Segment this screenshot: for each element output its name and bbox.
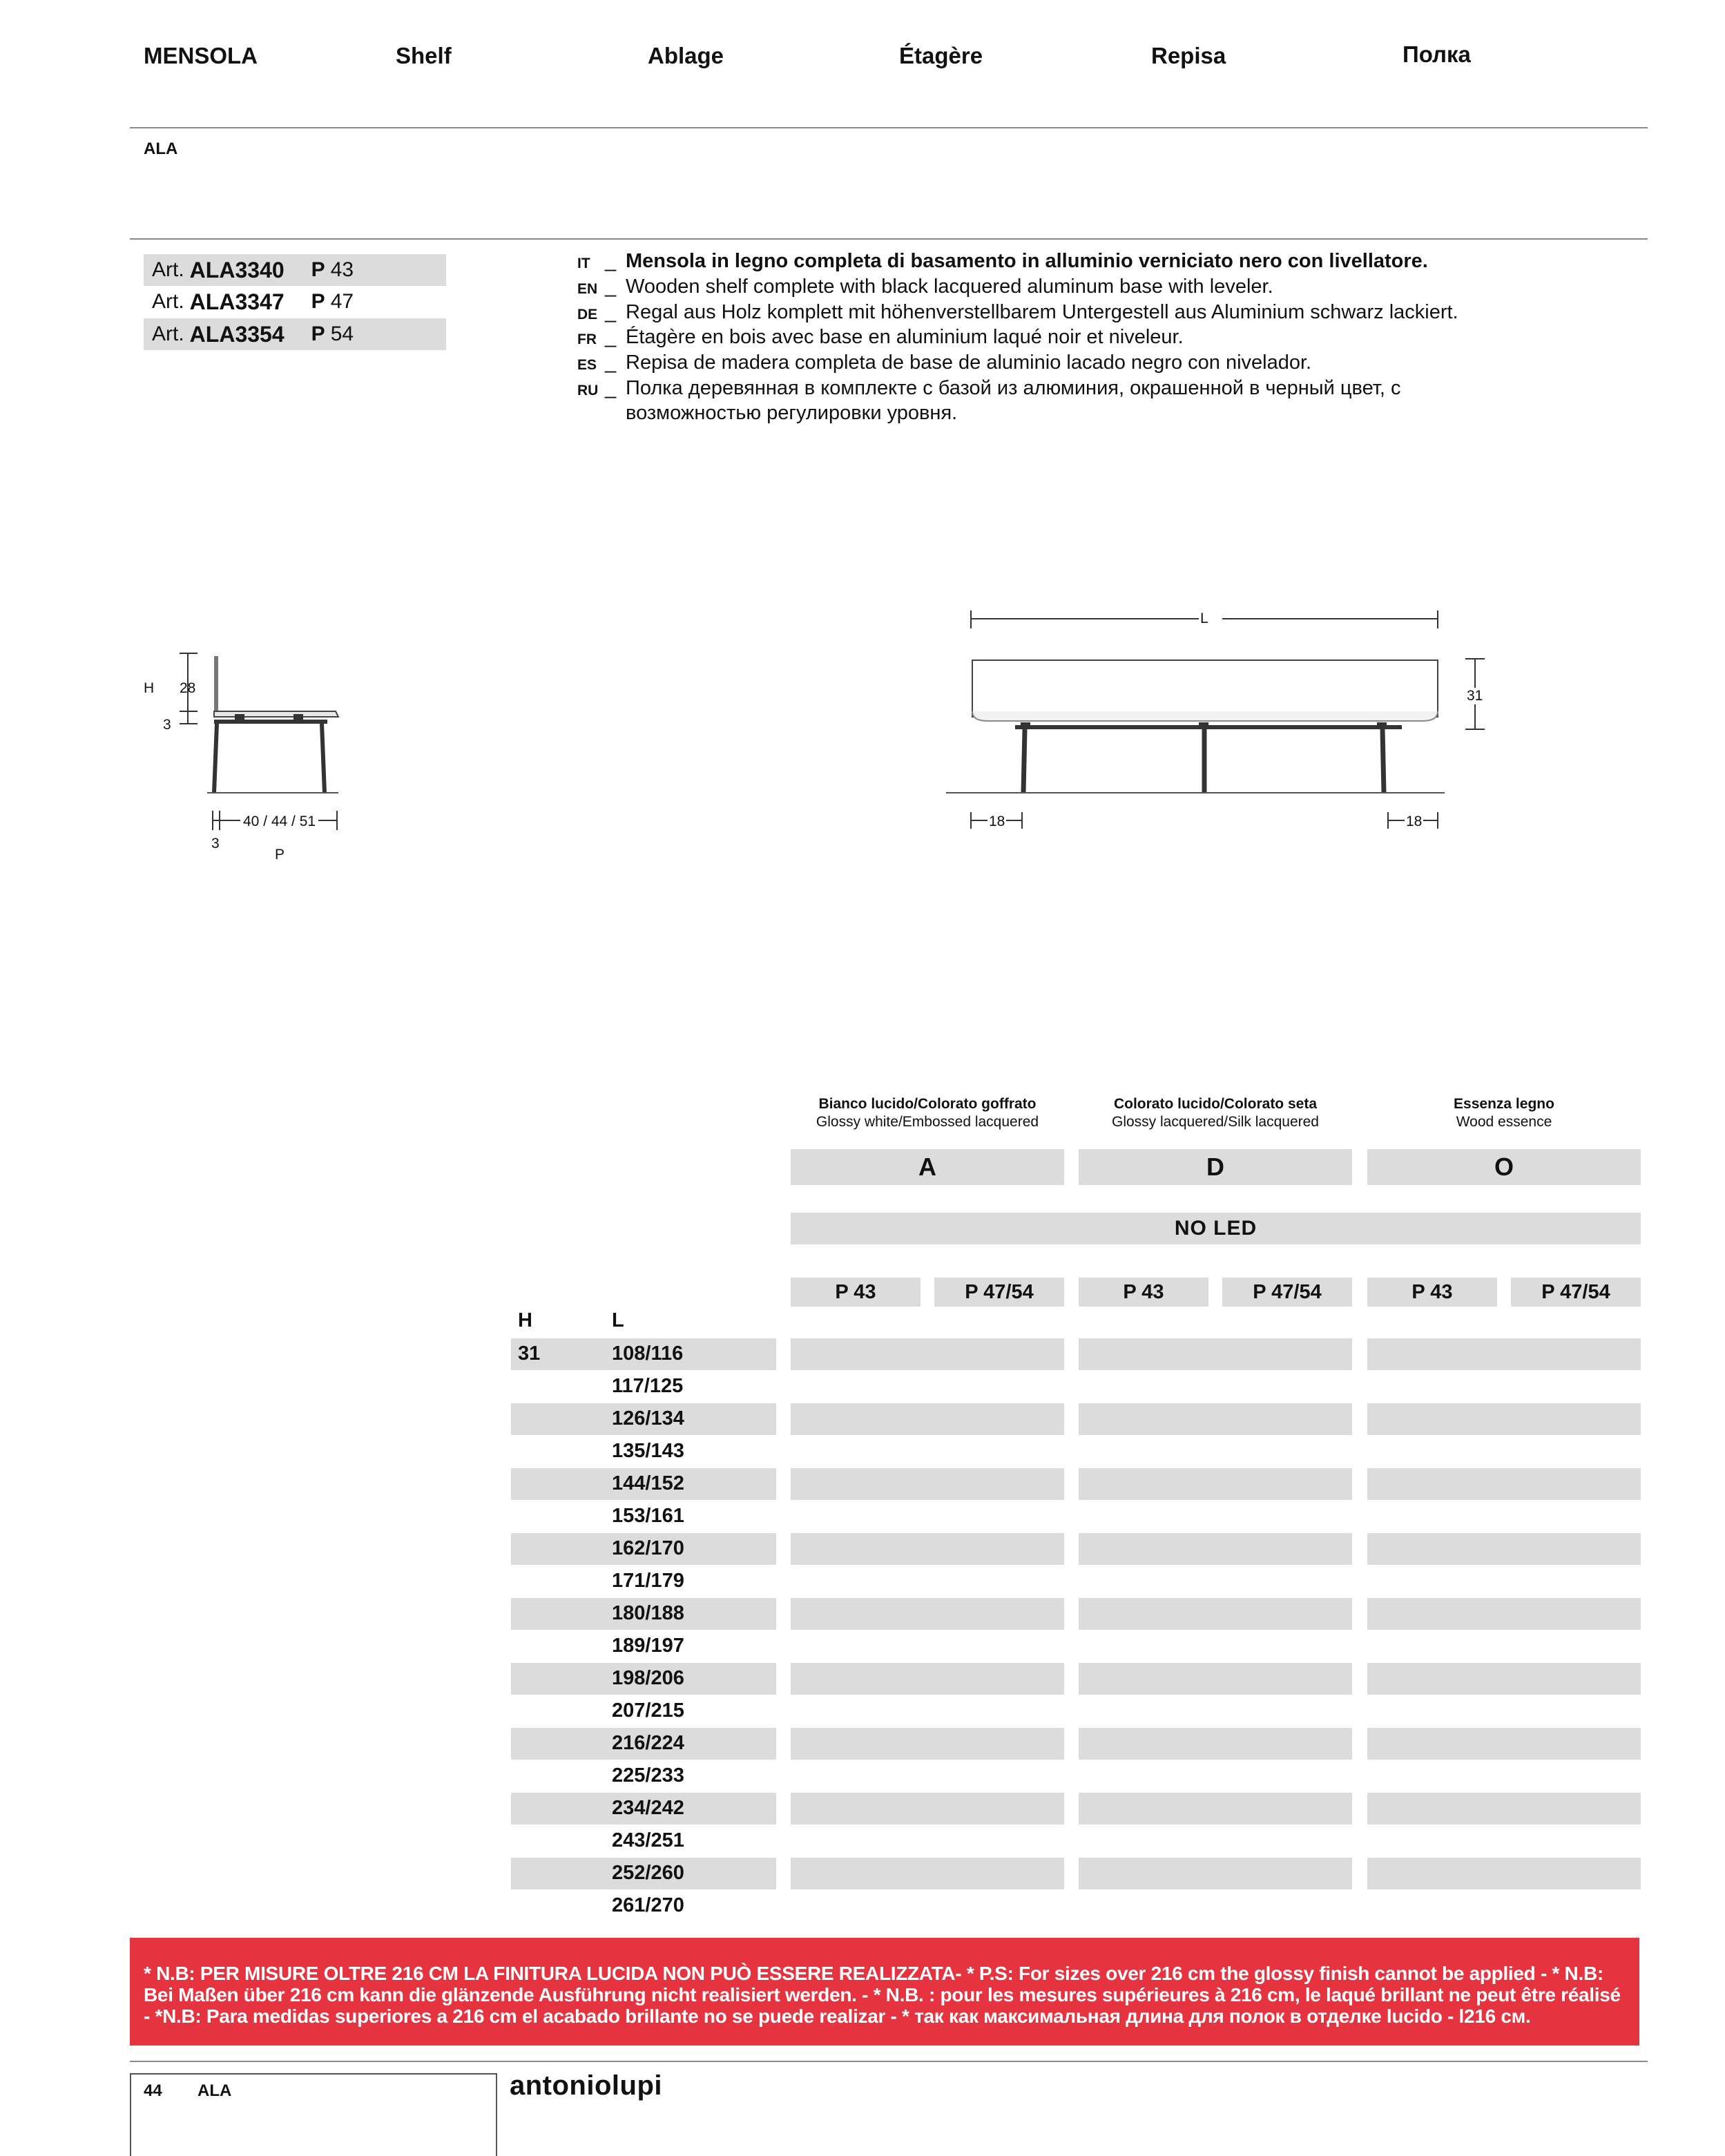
price-cell <box>791 1858 1064 1889</box>
depth-value: 54 <box>330 323 354 345</box>
section-divider <box>130 238 1648 240</box>
finish-o-title <box>1367 1095 1641 1131</box>
length-value: 198/206 <box>612 1667 684 1689</box>
footer-box <box>130 2073 497 2156</box>
finish-title: Colorato lucido/Colorato seta <box>1113 1096 1318 1112</box>
price-cell <box>1079 1338 1352 1370</box>
page-number: 44 <box>144 2081 162 2100</box>
height-label: H <box>144 680 155 696</box>
price-cell <box>1367 1403 1641 1435</box>
price-cell <box>1367 1663 1641 1695</box>
depth-value: 43 <box>330 258 354 281</box>
price-cell <box>1079 1598 1352 1630</box>
depth-header: P 43 <box>1367 1278 1497 1307</box>
title-fr: Étagère <box>899 43 983 68</box>
footer-divider <box>130 2061 1648 2062</box>
length-value: 225/233 <box>612 1764 684 1787</box>
length-value: 207/215 <box>612 1700 684 1722</box>
lang-code: EN <box>577 281 598 297</box>
article-row <box>144 318 446 350</box>
article-code: ALA3340 <box>189 257 285 282</box>
lang-dash: _ <box>605 276 617 298</box>
header-divider <box>130 127 1648 128</box>
article-code: ALA3354 <box>189 321 285 347</box>
lang-dash: _ <box>605 326 617 348</box>
base-height-value: 3 <box>163 717 171 733</box>
length-value: 126/134 <box>612 1407 684 1430</box>
lang-dash: _ <box>605 377 617 399</box>
description-text: Regal aus Holz komplett mit höhenverstellbarem Untergestell aus Aluminium schwarz lackiert. <box>626 301 1458 323</box>
description-en <box>577 274 1551 302</box>
foot-offset-value: 3 <box>211 836 220 851</box>
description-text: Полка деревянная в комплекте с базой из алюминия, окрашенной в черный цвет, с возможностью регулировки уровня. <box>626 377 1401 424</box>
description-text: Wooden shelf complete with black lacquered aluminum base with leveler. <box>626 276 1273 298</box>
article-code: ALA3347 <box>189 289 285 314</box>
size-note-banner: * N.B: PER MISURE OLTRE 216 CM LA FINITURA LUCIDA NON PUÒ ESSERE REALIZZATA- * P.S: For sizes over 216 cm the glossy finish cannot be applied - * N.B: Bei Maßen über 216 cm kann die glänzende Ausführung nicht realisiert werden. - * N.B. : pour les mesures supérieures à 216 cm, le laqué brillant ne peut être réalisé - *N.B: Para medidas superiores a 216 cm el acabado brillante no se puede realizar - * так как максимальная длина для полок в отделке lucido - l216 см. <box>130 1938 1639 2046</box>
price-cell <box>791 1468 1064 1500</box>
price-cell <box>791 1533 1064 1565</box>
length-value: 261/270 <box>612 1894 684 1916</box>
title-ru: Полка <box>1403 41 1471 67</box>
brand-logo: antoniolupi <box>510 2070 663 2101</box>
length-value: 162/170 <box>612 1537 684 1559</box>
height-value: 31 <box>1467 688 1483 704</box>
side-view-drawing <box>138 642 359 836</box>
article-label: Art. <box>152 258 184 281</box>
price-cell <box>791 1338 1064 1370</box>
finish-subtitle: Wood essence <box>1456 1114 1552 1130</box>
lang-dash: _ <box>605 352 617 374</box>
front-view-drawing <box>939 601 1492 836</box>
title-de: Ablage <box>648 43 724 68</box>
depth-header: P 47/54 <box>934 1278 1064 1307</box>
length-value: 108/116 <box>612 1342 684 1365</box>
right-offset-value: 18 <box>1406 814 1423 829</box>
article-row <box>144 254 446 286</box>
price-cell <box>1079 1793 1352 1825</box>
price-cell <box>1079 1728 1352 1760</box>
finish-code-d: D <box>1079 1149 1352 1185</box>
price-cell <box>1367 1598 1641 1630</box>
description-text: Étagère en bois avec base en aluminium laqué noir et niveleur. <box>626 326 1184 348</box>
price-cell <box>1079 1663 1352 1695</box>
finish-d-title <box>1079 1095 1352 1131</box>
h-column-header: H <box>518 1309 532 1331</box>
description-de <box>577 300 1551 327</box>
title-en: Shelf <box>396 43 452 68</box>
length-value: 144/152 <box>612 1472 684 1494</box>
article-label: Art. <box>152 323 184 345</box>
title-es: Repisa <box>1151 43 1226 68</box>
length-value: 171/179 <box>612 1570 684 1592</box>
depth-label: P <box>311 258 325 281</box>
series-name: ALA <box>144 139 178 158</box>
lang-code: RU <box>577 383 599 398</box>
price-cell <box>1367 1858 1641 1889</box>
price-cell <box>1079 1403 1352 1435</box>
depth-label: P <box>311 323 325 345</box>
description-it <box>577 249 1551 276</box>
length-value: 189/197 <box>612 1635 684 1657</box>
depth-header: P 43 <box>791 1278 921 1307</box>
lang-code: IT <box>577 256 590 271</box>
depth-label: P <box>311 290 325 313</box>
description-ru <box>577 376 1454 425</box>
no-led-band: NO LED <box>791 1213 1641 1244</box>
price-cell <box>791 1598 1064 1630</box>
article-label: Art. <box>152 290 184 313</box>
price-cell <box>1079 1468 1352 1500</box>
length-value: 117/125 <box>612 1375 684 1397</box>
lang-code: FR <box>577 331 597 347</box>
lang-code: ES <box>577 357 597 373</box>
article-row <box>144 286 446 318</box>
description-text: Mensola in legno completa di basamento in alluminio verniciato nero con livellatore. <box>626 250 1428 272</box>
length-value: 243/251 <box>612 1829 684 1851</box>
description-es <box>577 350 1551 378</box>
depth-header: P 47/54 <box>1222 1278 1352 1307</box>
finish-title: Bianco lucido/Colorato goffrato <box>818 1096 1037 1112</box>
lang-dash: _ <box>605 250 617 272</box>
footer-series: ALA <box>197 2081 232 2100</box>
left-offset-value: 18 <box>989 814 1005 829</box>
finish-code-a: A <box>791 1149 1064 1185</box>
depth-value: 47 <box>330 290 354 313</box>
price-cell <box>791 1403 1064 1435</box>
length-value: 252/260 <box>612 1862 684 1884</box>
depth-values: 40 / 44 / 51 <box>240 814 318 830</box>
price-cell <box>791 1663 1064 1695</box>
h-value: 31 <box>518 1342 541 1365</box>
finish-title: Essenza legno <box>1454 1096 1554 1112</box>
description-text: Repisa de madera completa de base de aluminio lacado negro con nivelador. <box>626 352 1312 374</box>
depth-label: P <box>275 847 285 863</box>
price-cell <box>1079 1858 1352 1889</box>
length-label: L <box>1200 610 1208 626</box>
price-cell <box>1367 1533 1641 1565</box>
lang-dash: _ <box>605 301 617 323</box>
length-value: 153/161 <box>612 1505 684 1527</box>
finish-subtitle: Glossy white/Embossed lacquered <box>816 1114 1039 1130</box>
finish-a-title <box>791 1095 1064 1131</box>
price-cell <box>1367 1468 1641 1500</box>
description-fr <box>577 325 1551 352</box>
depth-header: P 43 <box>1079 1278 1208 1307</box>
title-it: MENSOLA <box>144 43 258 68</box>
lang-code: DE <box>577 307 598 323</box>
depth-header: P 47/54 <box>1511 1278 1641 1307</box>
price-cell <box>1367 1338 1641 1370</box>
price-cell <box>791 1728 1064 1760</box>
length-value: 216/224 <box>612 1732 684 1754</box>
length-value: 135/143 <box>612 1440 684 1462</box>
l-column-header: L <box>612 1309 624 1331</box>
price-cell <box>1367 1793 1641 1825</box>
length-value: 180/188 <box>612 1602 684 1624</box>
finish-code-o: O <box>1367 1149 1641 1185</box>
length-value: 234/242 <box>612 1797 684 1819</box>
finish-subtitle: Glossy lacquered/Silk lacquered <box>1112 1114 1319 1130</box>
height-value: 28 <box>180 680 196 696</box>
price-cell <box>1079 1533 1352 1565</box>
price-cell <box>1367 1728 1641 1760</box>
price-cell <box>791 1793 1064 1825</box>
